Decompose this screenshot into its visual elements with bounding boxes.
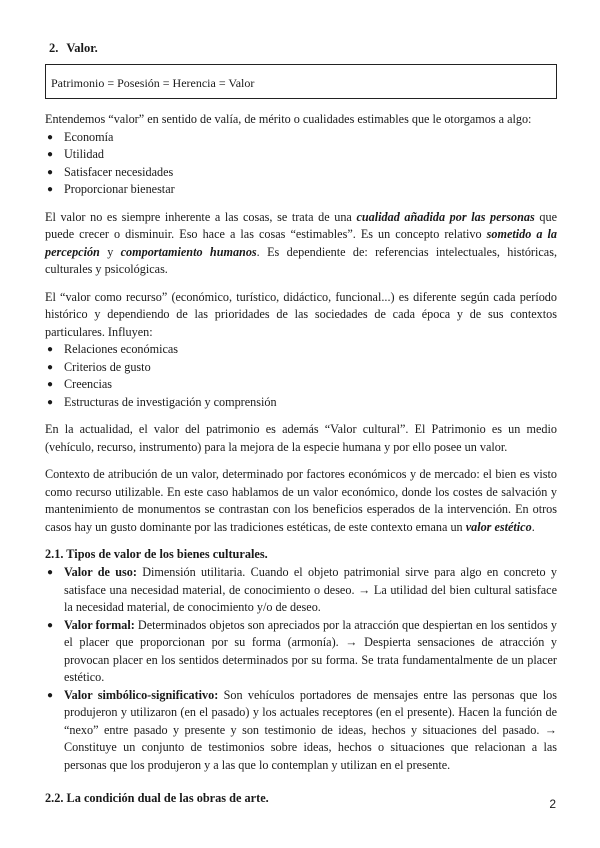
bullet-icon: ● xyxy=(47,361,54,373)
bullet-icon: ● xyxy=(47,379,54,390)
page-number: 2 xyxy=(549,797,556,811)
paragraph-value-resource: El “valor como recurso” (económico, turístico, didáctico, funcional...) es diferente según cada período histórico y dependiendo de las prioridades de las sociedades de cada época y de sus contextos particulares. Influyen: xyxy=(45,289,557,339)
section-number: 2. xyxy=(49,41,59,55)
bullet-icon: ● xyxy=(47,344,54,355)
influences-list xyxy=(45,341,557,411)
bullet-icon: ● xyxy=(47,184,54,195)
section-title: Valor. xyxy=(66,41,98,55)
subsection-heading-types: 2.1. Tipos de valor de los bienes culturales. xyxy=(45,547,268,561)
bullet-icon: ● xyxy=(47,619,54,631)
paragraph-value-relative: El valor no es siempre inherente a las cosas, se trata de una cualidad añadida por las personas que puede crecer o disminuir. Eso hace a las cosas “estimables”. Es un concepto relativo sometido a la percepción y comportamiento humanos. Es dependiente de: referencias intelectuales, históricas, culturales y psicológicas. xyxy=(45,209,557,276)
value-aspects-list xyxy=(45,129,557,199)
bullet-icon: ● xyxy=(47,131,54,143)
list-item: ● Proporcionar bienestar xyxy=(45,181,557,199)
list-item: ● Estructuras de investigación y comprensión xyxy=(45,394,557,412)
paragraph-attribution-context: Contexto de atribución de un valor, determinado por factores económicos y de mercado: el bien es visto como recurso utilizable. En este caso hablamos de un valor económico, donde los costes de salvación y mantenimiento de monumentos se contrastan con los beneficios esperados de la intervención. En otros casos hay un gusto dominante por las tradiciones estéticas, de este contexto emana un valor estético. xyxy=(45,467,557,534)
list-item: ● Creencias xyxy=(45,376,557,394)
list-item: ● Satisfacer necesidades xyxy=(45,164,557,182)
formula-box: Patrimonio = Posesión = Herencia = Valor xyxy=(45,64,557,99)
list-item: ● Valor de uso: Dimensión utilitaria. Cuando el objeto patrimonial sirve para algo en concreto y satisface una necesidad material, de conocimiento o deseo. → La utilidad del bien cultural satisface la necesidad material, de conocimiento y/o de deseo. xyxy=(47,565,557,614)
list-item: ● Criterios de gusto xyxy=(45,359,557,377)
paragraph-cultural-value: En la actualidad, el valor del patrimonio es además “Valor cultural”. El Patrimonio es un medio (vehículo, recurso, instrumento) para la mejora de la especie humana y por ello posee un valor. xyxy=(45,422,557,454)
section-heading xyxy=(45,40,557,57)
bullet-icon: ● xyxy=(47,396,54,408)
page-content xyxy=(45,40,557,808)
subsection-heading-dual: 2.2. La condición dual de las obras de arte. xyxy=(45,791,269,805)
list-item: ● Valor formal: Determinados objetos son apreciados por la atracción que despiertan en los sentidos y el placer que proporcionan por su forma (armonía). → Despierta sensaciones de atracción y provocan placer en los sentidos determinados por su forma. Se trata fundamentalmente de un placer estético. xyxy=(47,617,557,684)
bullet-icon: ● xyxy=(47,166,54,178)
list-item: ● Utilidad xyxy=(45,146,557,164)
bullet-icon: ● xyxy=(47,567,54,578)
list-item: ● Valor simbólico-significativo: Son vehículos portadores de mensajes entre las personas que los produjeron y utilizaron (en el pasado) y los actuales receptores (en el presente). Hacen la función de “nexo” entre pasado y presente y son testimonio de ideas, hechos y situaciones del pasado. → Constituye un conjunto de testimonios sobre ideas, hechos o situaciones que relacionan a las personas que los produjeron y a las que lo contemplan y utilizan en el presente. xyxy=(47,687,557,772)
bullet-icon: ● xyxy=(47,149,54,160)
bullet-icon: ● xyxy=(47,689,54,701)
list-item: ● Economía xyxy=(45,129,557,147)
value-types-list xyxy=(45,564,557,774)
list-item: ● Relaciones económicas xyxy=(45,341,557,359)
intro-paragraph: Entendemos “valor” en sentido de valía, de mérito o cualidades estimables que le otorgamos a algo: xyxy=(45,112,532,126)
